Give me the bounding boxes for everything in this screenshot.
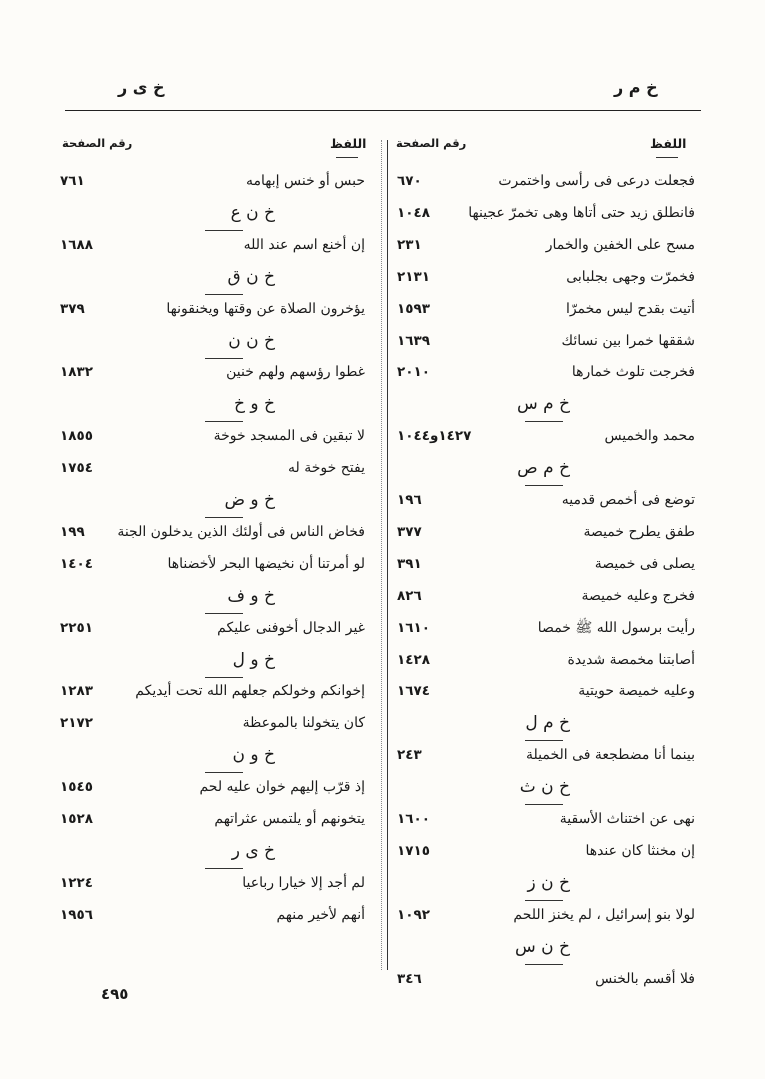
entry-page-number: ١٩٩ <box>60 523 85 540</box>
root-letters: خ و ن <box>232 745 275 766</box>
root-letters: خ ن ع <box>230 202 275 223</box>
entry-text: فخمرّت وجهى بجلبابى <box>566 268 695 285</box>
section-heading <box>0 486 275 514</box>
entry-page-number: ٣٩١ <box>397 555 422 572</box>
entry-page-number: ١٢٨٣ <box>60 683 93 700</box>
index-entry <box>0 422 365 450</box>
index-entry <box>385 901 695 929</box>
entry-text: يفتح خوخة له <box>288 460 365 477</box>
entry-page-number: ٢١٧٢ <box>60 715 93 732</box>
index-entry <box>385 518 695 546</box>
entry-text: نهى عن اختناث الأسقية <box>559 811 695 827</box>
entry-text: غطوا رؤسهم ولهم خنين <box>226 364 365 381</box>
index-entry <box>0 805 365 833</box>
root-letters: خ ى ر <box>231 840 275 861</box>
entry-page-number: ١٦٣٩ <box>397 332 430 349</box>
index-entry <box>0 901 365 929</box>
root-letters: خ ن ث <box>519 777 570 798</box>
root-letters: خ ن ق <box>227 266 275 287</box>
entry-text: يصلى فى خميصة <box>594 555 695 572</box>
entry-page-number: ٢٠١٠ <box>397 364 430 381</box>
index-entry <box>0 614 365 642</box>
section-heading <box>0 582 275 610</box>
root-letters: خ م ص <box>517 458 570 479</box>
entry-text: فخرج وعليه خميصة <box>581 587 695 604</box>
section-heading <box>385 454 570 482</box>
section-heading <box>385 773 570 801</box>
root-letters: خ ن ن <box>228 330 275 351</box>
index-entry <box>385 805 695 833</box>
header-rule <box>65 110 701 111</box>
index-entry <box>385 295 695 323</box>
index-entry <box>385 582 695 610</box>
entry-page-number: ٢٤٣ <box>397 747 422 764</box>
section-heading <box>0 390 275 418</box>
index-entry <box>385 167 695 195</box>
section-heading <box>0 837 275 865</box>
entry-page-number: ٣٤٦ <box>397 970 422 987</box>
root-letters: خ م س <box>516 394 570 415</box>
entry-text: إن مخنثا كان عندها <box>585 842 695 859</box>
entry-page-number: ١٥٢٨ <box>60 811 93 827</box>
section-heading <box>385 869 570 897</box>
entry-text: كان يتخولنا بالموعظة <box>242 715 365 732</box>
entry-text: لو أمرتنا أن نخيضها البحر لأخضناها <box>167 555 365 572</box>
section-heading <box>0 646 275 674</box>
index-entry <box>385 677 695 705</box>
entry-text: لا تبقين فى المسجد خوخة <box>213 428 365 445</box>
index-entry <box>0 167 365 195</box>
entry-page-number: ١٠٤٨ <box>397 204 430 221</box>
index-entry <box>385 837 695 865</box>
entry-text: وعليه خميصة حويتية <box>578 683 695 700</box>
entry-text: توضع فى أخمص قدميه <box>561 492 695 508</box>
root-letters: خ ن س <box>514 936 570 957</box>
root-letters: خ ن ز <box>527 872 570 893</box>
index-entry <box>385 358 695 386</box>
root-letters: خ و خ <box>234 394 275 415</box>
entry-text: لولا بنو إسرائيل ، لم يخنز اللحم <box>513 906 695 923</box>
running-header-left: خ ى ر <box>118 78 165 97</box>
entry-page-number: ١٦٠٠ <box>397 811 430 827</box>
column-header-page-left: رقم الصفحة <box>62 136 133 150</box>
entry-text: مسح على الخفين والخمار <box>545 236 695 253</box>
entry-text: فخرجت تلوث خمارها <box>571 364 695 381</box>
index-entry <box>385 614 695 642</box>
entry-text: أنهم لأخير منهم <box>276 906 365 923</box>
index-entry <box>0 550 365 578</box>
root-letters: خ و ض <box>224 490 275 510</box>
entry-page-number: ٣٧٩ <box>60 300 85 317</box>
entry-page-number: ١٩٦ <box>397 492 422 508</box>
section-heading <box>385 709 570 737</box>
entry-page-number: ١٢٢٤ <box>60 874 93 891</box>
root-letters: خ و ف <box>227 585 275 606</box>
entry-text: فانطلق زيد حتى أتاها وهى تخمرّ عجينها <box>468 204 695 221</box>
index-entry <box>385 486 695 514</box>
page-number: ٤٩٥ <box>101 985 129 1003</box>
root-letters: خ م ل <box>525 713 570 734</box>
index-entry <box>385 422 695 450</box>
index-entry <box>0 454 365 482</box>
section-heading <box>0 199 275 227</box>
entry-text: فخاض الناس فى أولئك الذين يدخلون الجنة <box>117 523 365 540</box>
entry-page-number: ٢٣١ <box>397 236 422 253</box>
entry-page-number: ٧٦١ <box>60 173 85 189</box>
entry-page-number: ١٤٠٤ <box>60 555 93 572</box>
entry-text: يؤخرون الصلاة عن وقتها ويخنقونها <box>166 300 365 317</box>
column-divider-dotted <box>381 140 382 970</box>
index-entry <box>385 965 695 993</box>
entry-text: إن أخنع اسم عند الله <box>243 236 365 253</box>
entry-page-number: ١٨٣٢ <box>60 364 93 381</box>
entry-page-number: ١٨٥٥ <box>60 428 93 445</box>
index-entry <box>0 869 365 897</box>
entry-text: إخوانكم وخولكم جعلهم الله تحت أيديكم <box>135 683 365 700</box>
entry-page-number: ١٦٧٤ <box>397 683 430 700</box>
entry-text: يتخونهم أو يلتمس عثراتهم <box>214 811 365 827</box>
index-entry <box>0 518 365 546</box>
section-heading <box>385 390 570 418</box>
entry-text: فجعلت درعى فى رأسى واختمرت <box>498 173 695 189</box>
entry-page-number: ٢٢٥١ <box>60 619 93 636</box>
entry-page-number: ١٧١٥ <box>397 842 430 859</box>
running-header-right: خ م ر <box>614 78 658 97</box>
entry-text: لم أجد إلا خيارا رباعيا <box>242 874 365 891</box>
root-letters: خ و ل <box>232 649 275 670</box>
index-entry <box>0 231 365 259</box>
entry-text: إذ قرّب إليهم خوان عليه لحم <box>199 779 365 796</box>
entry-text: حبس أو خنس إبهامه <box>246 173 365 189</box>
index-entry <box>0 773 365 801</box>
entry-page-number: ٣٧٧ <box>397 523 422 540</box>
entry-page-number: ١٦١٠ <box>397 619 430 636</box>
index-entry <box>385 550 695 578</box>
entry-text: محمد والخميس <box>604 428 695 445</box>
index-entry <box>385 263 695 291</box>
section-heading <box>0 263 275 291</box>
entry-page-number: ١٠٩٢ <box>397 906 430 923</box>
entry-text: أتيت بقدح ليس مخمرّا <box>565 300 695 317</box>
entry-text: فلا أقسم بالخنس <box>595 970 695 987</box>
index-entry <box>385 646 695 674</box>
column-header-underline <box>336 157 358 158</box>
column-header-page-right: رقم الصفحة <box>396 136 467 150</box>
entry-text: أصابتنا مخمصة شديدة <box>567 651 695 668</box>
entry-page-number: ٢١٣١ <box>397 268 430 285</box>
entry-page-number: ١٧٥٤ <box>60 460 93 477</box>
entry-page-number: ١٩٥٦ <box>60 906 93 923</box>
index-entry <box>0 358 365 386</box>
entry-page-number: ١٥٤٥ <box>60 779 93 796</box>
index-entry <box>0 709 365 737</box>
entry-page-number: ١٤٢٧و١٠٤٤ <box>397 428 472 445</box>
index-entry <box>385 327 695 355</box>
section-heading <box>385 933 570 961</box>
section-heading <box>0 741 275 769</box>
entry-text: شققها خمرا بين نسائك <box>561 332 695 349</box>
entry-page-number: ٦٧٠ <box>397 173 422 189</box>
entry-text: غير الدجال أخوفنى عليكم <box>217 619 365 636</box>
entry-page-number: ١٥٩٣ <box>397 300 430 317</box>
entry-text: بينما أنا مضطجعة فى الخميلة <box>526 747 695 764</box>
entry-page-number: ١٦٨٨ <box>60 236 93 253</box>
entry-text: طفق يطرح خميصة <box>583 523 695 540</box>
index-entry <box>385 199 695 227</box>
column-header-word-left: اللفظ <box>330 136 367 151</box>
section-heading <box>0 327 275 355</box>
entry-page-number: ١٤٢٨ <box>397 651 430 668</box>
index-entry <box>385 231 695 259</box>
column-header-underline <box>656 157 678 158</box>
column-header-word-right: اللفظ <box>650 136 687 151</box>
index-entry <box>0 295 365 323</box>
index-entry <box>0 677 365 705</box>
entry-text: رأيت برسول الله ﷺ خمصا <box>537 619 695 636</box>
index-entry <box>385 741 695 769</box>
entry-page-number: ٨٢٦ <box>397 587 422 604</box>
